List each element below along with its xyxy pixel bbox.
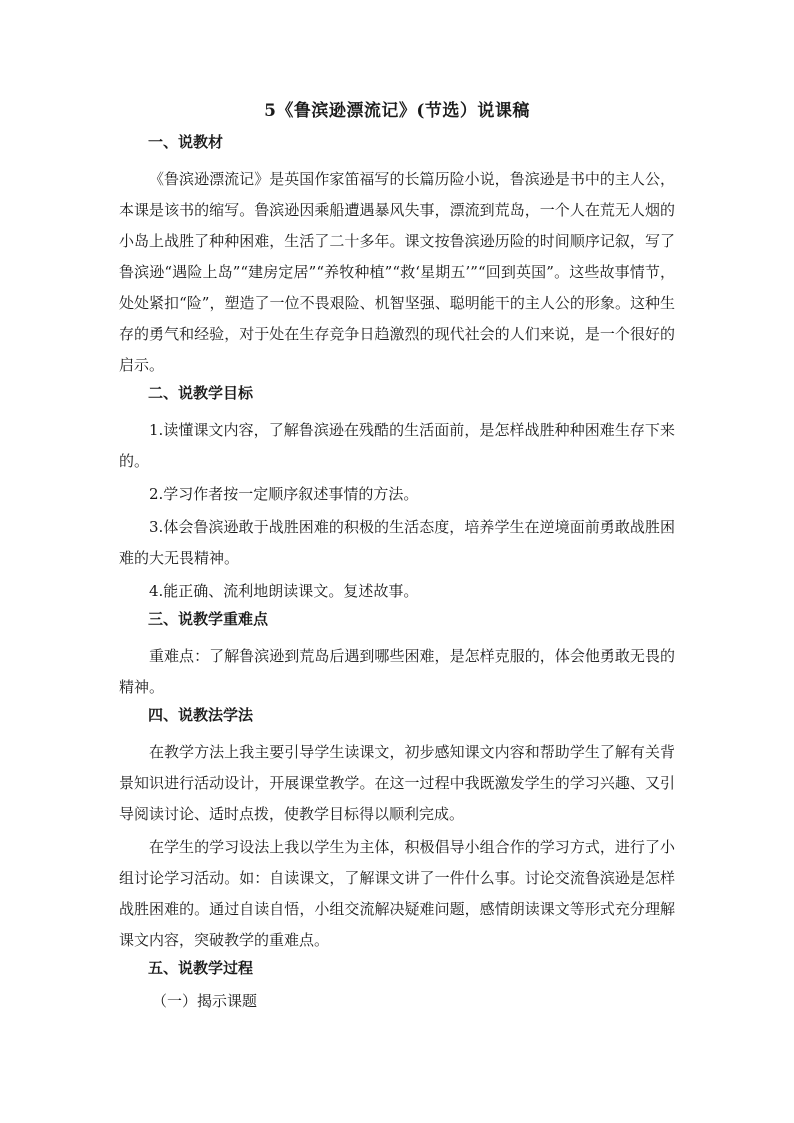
section-heading-methods: 四、说教法学法 [148, 706, 254, 724]
paragraph-learning-method: 在学生的学习设法上我以学生为主体，积极倡导小组合作的学习方式，进行了小组讨论学习活动。如：自读课文，了解课文讲了一件什么事。讨论交流鲁滨逊是怎样战胜困难的。通过自读自悟，小组交流解决疑难问题，感情朗读课文等形式充分理解课文内容，突破教学的重难点。 [119, 838, 675, 949]
paragraph-textbook: 《鲁滨逊漂流记》是英国作家笛福写的长篇历险小说，鲁滨逊是书中的主人公，本课是该书的缩写。鲁滨逊因乘船遭遇暴风失事，漂流到荒岛，一个人在荒无人烟的小岛上战胜了种种困难，生活了二十多年。课文按鲁滨逊历险的时间顺序记叙，写了鲁滨逊“遇险上岛”“建房定居”“养牧种植”“救‘星期五’”“回到英国”。这些故事情节，处处紧扣“险”，塑造了一位不畏艰险、机智坚强、聪明能干的主人公的形象。这种生存的勇气和经验，对于处在生存竞争日趋激烈的现代社会的人们来说，是一个很好的启示。 [119, 170, 675, 374]
objective-item-3: 3.体会鲁滨逊敢于战胜困难的积极的生活态度，培养学生在逆境面前勇敢战胜困难的大无畏精神。 [119, 518, 675, 567]
section-heading-objectives: 二、说教学目标 [148, 384, 254, 402]
section-heading-key-points: 三、说教学重难点 [148, 610, 269, 628]
objective-item-2: 2.学习作者按一定顺序叙述事情的方法。 [149, 485, 419, 503]
section-heading-process: 五、说教学过程 [148, 959, 254, 977]
paragraph-key-points: 重难点：了解鲁滨逊到荒岛后遇到哪些困难，是怎样克服的，体会他勇敢无畏的精神。 [119, 647, 675, 696]
section-heading-textbook: 一、说教材 [148, 133, 224, 151]
document-page [119, 100, 675, 1012]
objective-item-4: 4.能正确、流利地朗读课文。复述故事。 [149, 582, 419, 600]
paragraph-teaching-method: 在教学方法上我主要引导学生读课文，初步感知课文内容和帮助学生了解有关背景知识进行活动设计，开展课堂教学。在这一过程中我既激发学生的学习兴趣、又引导阅读讨论、适时点拨，使教学目标得以顺利完成。 [119, 743, 675, 823]
document-title: 5《鲁滨逊漂流记》(节选）说课稿 [264, 101, 530, 121]
objective-item-1: 1.读懂课文内容，了解鲁滨逊在残酷的生活面前，是怎样战胜种种困难生存下来的。 [119, 421, 675, 470]
subheading-reveal-topic: （一）揭示课题 [152, 992, 258, 1010]
